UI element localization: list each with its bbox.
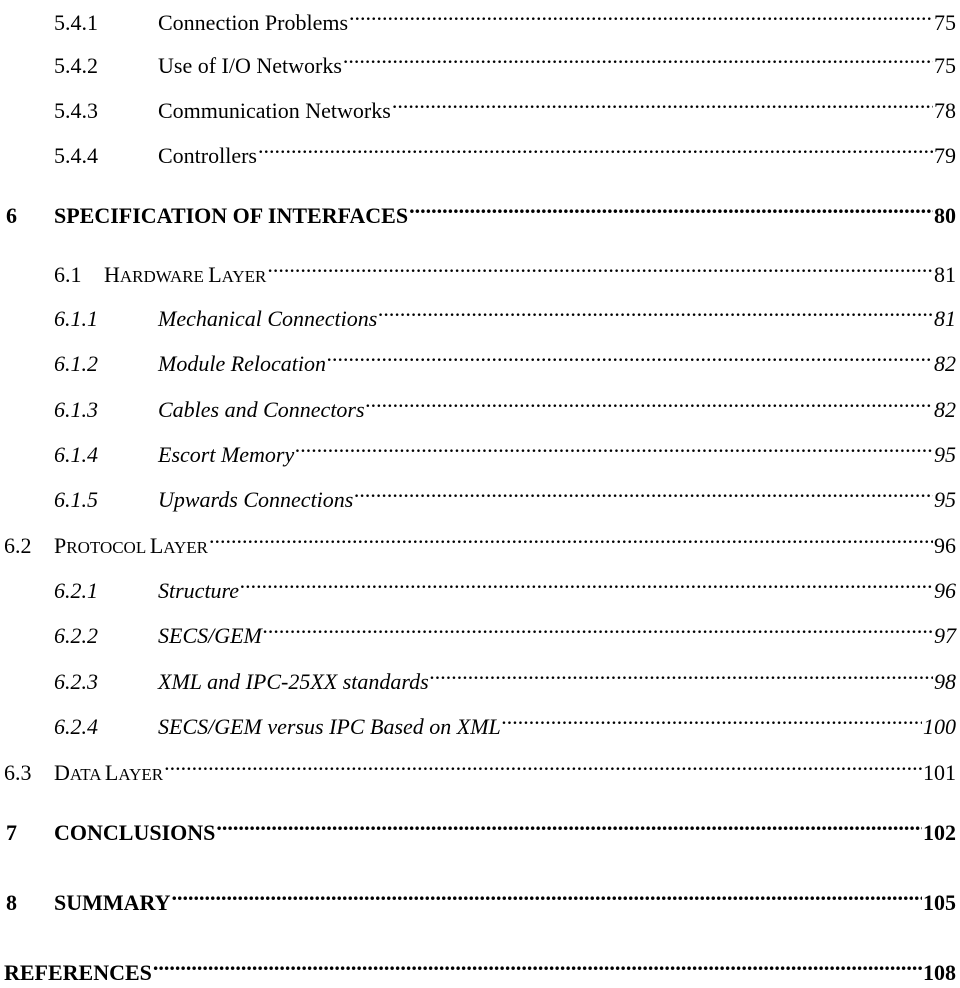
entry-number: 6.1.3 xyxy=(54,397,98,422)
entry-page: 95 xyxy=(934,442,956,467)
toc-section-entry[interactable] xyxy=(4,523,956,558)
toc-section-entry[interactable] xyxy=(54,252,956,287)
entry-page: 81 xyxy=(934,306,956,331)
dot-leader xyxy=(240,568,933,598)
entry-number: 5.4.3 xyxy=(54,98,98,123)
entry-page: 79 xyxy=(934,143,956,168)
dot-leader xyxy=(263,613,933,643)
dot-leader xyxy=(343,43,933,73)
entry-title: Use of I/O Networks xyxy=(158,53,342,78)
entry-page: 100 xyxy=(923,714,956,739)
entry-page: 82 xyxy=(934,397,956,422)
dot-leader xyxy=(378,296,933,326)
dot-leader xyxy=(216,810,922,840)
toc-entry[interactable] xyxy=(54,568,956,603)
entry-number: 6.2.3 xyxy=(54,669,98,694)
dot-leader xyxy=(392,88,933,118)
entry-number: 7 xyxy=(6,820,17,845)
entry-number: 6.2.2 xyxy=(54,623,98,648)
entry-title: SPECIFICATION OF INTERFACES xyxy=(54,203,409,228)
entry-number: 6.1.4 xyxy=(54,442,98,467)
entry-title: SECS/GEM versus IPC Based on XML xyxy=(158,714,501,739)
entry-page: 101 xyxy=(923,760,956,785)
dot-leader xyxy=(153,950,922,980)
entry-title: PROTOCOL LAYER xyxy=(54,533,209,558)
toc-chapter-entry[interactable] xyxy=(6,880,956,915)
dot-leader xyxy=(295,432,933,462)
dot-leader xyxy=(354,477,933,507)
entry-number: 6.2.4 xyxy=(54,714,98,739)
dot-leader xyxy=(327,341,933,371)
entry-title: SECS/GEM xyxy=(158,623,262,648)
dot-leader xyxy=(409,193,933,223)
toc-section-entry[interactable] xyxy=(4,750,956,785)
entry-number: 5.4.1 xyxy=(54,10,98,35)
entry-number: 6 xyxy=(6,203,17,228)
dot-leader xyxy=(172,880,922,910)
dot-leader xyxy=(209,523,933,553)
entry-number: 6.2.1 xyxy=(54,578,98,603)
entry-page: 82 xyxy=(934,351,956,376)
entry-title: Cables and Connectors xyxy=(158,397,365,422)
dot-leader xyxy=(258,133,933,163)
entry-page: 75 xyxy=(934,10,956,35)
toc-entry[interactable] xyxy=(54,659,956,694)
entry-number: 6.1.2 xyxy=(54,351,98,376)
entry-title: Module Relocation xyxy=(158,351,327,376)
entry-page: 78 xyxy=(934,98,956,123)
dot-leader xyxy=(267,252,933,282)
toc-entry[interactable] xyxy=(54,341,956,376)
entry-title: Communication Networks xyxy=(158,98,391,123)
entry-title: Mechanical Connections xyxy=(158,306,378,331)
entry-page: 102 xyxy=(923,820,956,845)
toc-chapter-entry[interactable] xyxy=(6,193,956,228)
dot-leader xyxy=(164,750,922,780)
entry-page: 108 xyxy=(923,960,956,985)
toc-chapter-entry[interactable] xyxy=(6,810,956,845)
entry-title: Upwards Connections xyxy=(158,487,354,512)
entry-page: 95 xyxy=(934,487,956,512)
toc-entry[interactable] xyxy=(54,88,956,123)
entry-title: HARDWARE LAYER xyxy=(104,262,267,287)
dot-leader xyxy=(430,659,933,689)
entry-number: 6.1.5 xyxy=(54,487,98,512)
entry-page: 96 xyxy=(934,533,956,558)
entry-page: 75 xyxy=(934,53,956,78)
entry-number: 5.4.4 xyxy=(54,143,98,168)
entry-number: 6.1 xyxy=(54,262,82,287)
entry-title: Structure xyxy=(158,578,240,603)
entry-title: XML and IPC-25XX standards xyxy=(158,669,429,694)
dot-leader xyxy=(349,0,933,30)
entry-number: 5.4.2 xyxy=(54,53,98,78)
entry-title: SUMMARY xyxy=(54,890,171,915)
entry-title: DATA LAYER xyxy=(54,760,164,785)
entry-page: 80 xyxy=(934,203,956,228)
toc-entry[interactable] xyxy=(54,477,956,512)
entry-title: Connection Problems xyxy=(158,10,349,35)
entry-number: 6.2 xyxy=(4,533,32,558)
entry-number: 6.3 xyxy=(4,760,32,785)
entry-page: 81 xyxy=(934,262,956,287)
dot-leader xyxy=(502,704,922,734)
entry-title: Escort Memory xyxy=(158,442,295,467)
entry-number: 8 xyxy=(6,890,17,915)
entry-page: 97 xyxy=(934,623,956,648)
entry-page: 105 xyxy=(923,890,956,915)
toc-entry[interactable] xyxy=(54,43,956,78)
entry-number: 6.1.1 xyxy=(54,306,98,331)
toc-entry[interactable] xyxy=(54,387,956,422)
toc-entry[interactable] xyxy=(54,133,956,168)
toc-chapter-entry[interactable] xyxy=(4,950,956,985)
toc-entry[interactable] xyxy=(54,704,956,739)
dot-leader xyxy=(366,387,933,417)
toc-entry[interactable] xyxy=(54,613,956,648)
entry-page: 98 xyxy=(934,669,956,694)
toc-entry[interactable] xyxy=(54,0,956,35)
entry-page: 96 xyxy=(934,578,956,603)
entry-title: Controllers xyxy=(158,143,257,168)
toc-entry[interactable] xyxy=(54,432,956,467)
entry-title: REFERENCES xyxy=(4,960,152,985)
toc-entry[interactable] xyxy=(54,296,956,331)
entry-title: CONCLUSIONS xyxy=(54,820,216,845)
